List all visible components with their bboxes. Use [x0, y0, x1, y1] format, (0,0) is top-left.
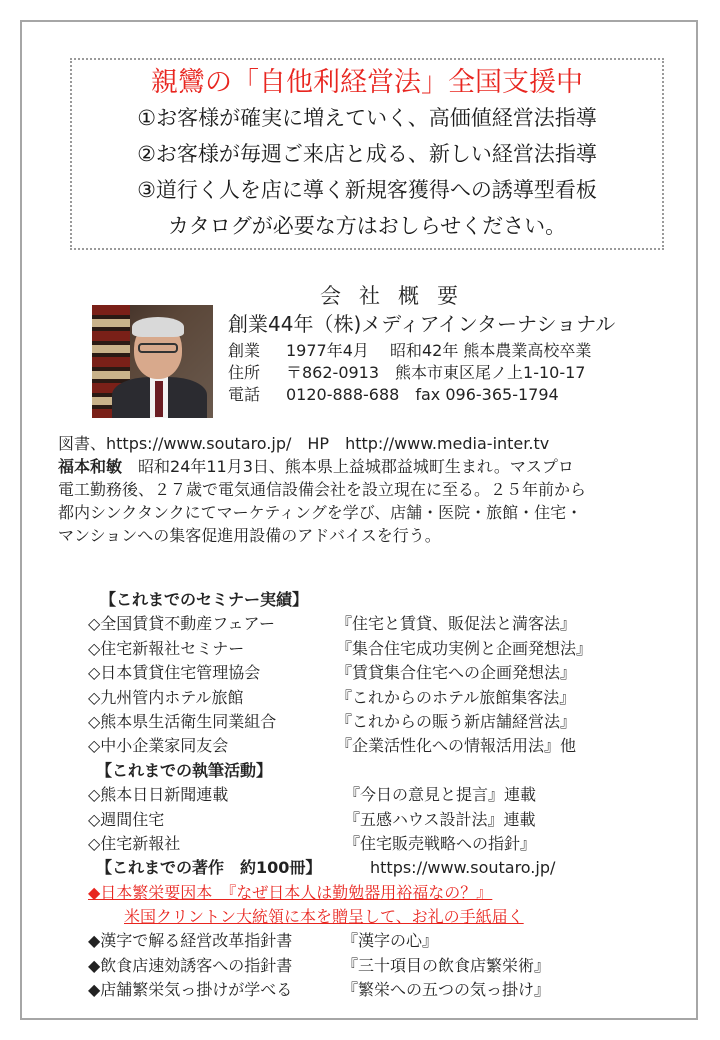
- founded-value: 1977年4月 昭和42年 熊本農業高校卒業: [286, 341, 592, 360]
- phone-value: 0120-888-688 fax 096-365-1794: [286, 385, 559, 404]
- address-value: 〒862-0913 熊本市東区尾ノ上1-10-17: [286, 363, 586, 382]
- featured-book-note: 米国クリントン大統領に本を贈呈して、お礼の手紙届く: [124, 907, 524, 927]
- seminar-item: ◇九州管内ホテル旅館 『これからのホテル旅館集客法』: [88, 687, 576, 707]
- founded-label: 創業: [228, 341, 261, 360]
- bio-line-4: マンションへの集客促進用設備のアドバイスを行う。: [58, 526, 441, 545]
- seminars-heading: 【これまでのセミナー実績】: [100, 590, 309, 609]
- address-label: 住所: [228, 363, 261, 382]
- writing-item: ◇住宅新報社 『住宅販売戦略への指針』: [88, 833, 537, 853]
- book-item: ◆店舗繁栄気っ掛けが学べる 『繁栄への五つの気っ掛け』: [88, 980, 551, 1000]
- company-name: 創業44年（株)メディアインターナショナル: [228, 312, 616, 336]
- seminar-item: ◇住宅新報社セミナー 『集合住宅成功実例と企画発想法』: [88, 638, 593, 658]
- company-info: [228, 340, 591, 406]
- company-phone-row: [228, 384, 591, 406]
- author-name: 福本和敏: [58, 457, 123, 476]
- books-heading: 【これまでの著作 約100冊】: [96, 858, 322, 878]
- bio-line-3: 都内シンクタンクにてマーケティングを学び、店舗・医院・旅館・住宅・: [58, 503, 583, 522]
- bio-line-1: [58, 455, 678, 478]
- seminar-item: ◇日本賃貸住宅管理協会 『賃貸集合住宅への企画発想法』: [88, 663, 577, 683]
- writing-heading: 【これまでの執筆活動】: [96, 760, 273, 780]
- featured-book: ◆日本繁栄要因本 『なぜ日本人は勤勉器用裕福なの？』: [88, 882, 493, 902]
- book-item: ◆漢字で解る経営改革指針書 『漢字の心』: [88, 931, 439, 951]
- company-address-row: [228, 362, 591, 384]
- books-url: https://www.soutaro.jp/: [370, 858, 556, 878]
- portrait-photo: [92, 305, 213, 418]
- promo-line-2: ②お客様が毎週ご来店と成る、新しい経営法指導: [137, 142, 597, 166]
- promo-box: [70, 58, 664, 250]
- seminar-item: ◇中小企業家同友会 『企業活性化への情報活用法』他: [88, 736, 577, 756]
- bio-line-2: 電工勤務後、２７歳で電気通信設備会社を設立現在に至る。２５年前から: [58, 480, 587, 499]
- company-heading: 会社概要: [320, 284, 476, 308]
- promo-line-3: ③道行く人を店に導く新規客獲得への誘導型看板: [137, 178, 597, 202]
- bio-section: [58, 432, 678, 547]
- promo-line-4: カタログが必要な方はおしらせください。: [167, 214, 567, 238]
- book-item: ◆飲食店速効誘客への指針書 『三十項目の飲食店繁栄術』: [88, 955, 551, 975]
- company-founded-row: [228, 340, 591, 362]
- promo-line-1: ①お客様が確実に増えていく、高価値経営法指導: [137, 106, 597, 130]
- records-section: [88, 588, 688, 1003]
- writing-item: ◇熊本日日新聞連載 『今日の意見と提言』連載: [88, 785, 537, 805]
- bio-text-1: 昭和24年11月3日、熊本県上益城郡益城町生まれ。マスプロ: [122, 457, 574, 476]
- phone-label: 電話: [228, 385, 261, 404]
- books-heading-row: [88, 856, 688, 880]
- writing-item: ◇週間住宅 『五感ハウス設計法』連載: [88, 809, 536, 829]
- seminar-item: ◇熊本県生活衛生同業組合 『これからの賑う新店舗経営法』: [88, 711, 577, 731]
- promo-title: 親鸞の「自他利経営法」全国支援中: [151, 67, 583, 98]
- links-line: 図書、https://www.soutaro.jp/ HP http://www.media-inter.tv: [58, 434, 550, 453]
- seminar-item: ◇全国賃貸不動産フェアー 『住宅と賃貸、販促法と満客法』: [88, 614, 577, 634]
